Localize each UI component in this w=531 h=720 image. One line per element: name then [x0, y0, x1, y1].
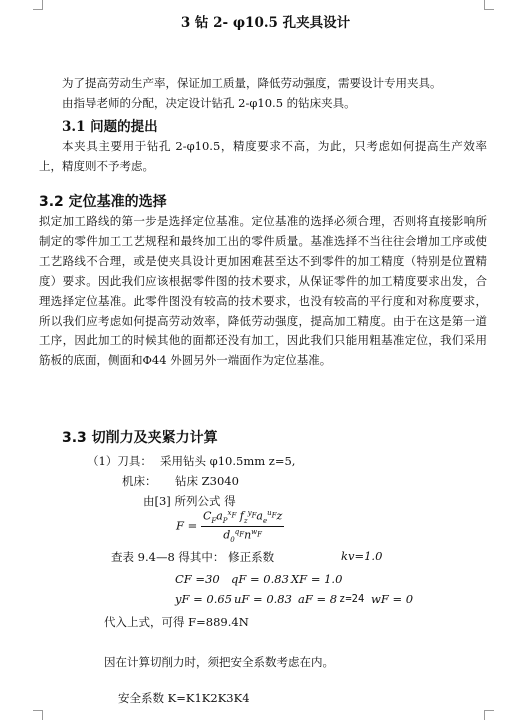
z-value: z=24: [339, 593, 365, 605]
wf-value: wF = 0: [371, 592, 414, 606]
section-3-1-heading: 3.1 问题的提出: [62, 119, 158, 135]
chapter-title: 3 钻 2- φ10.5 孔夹具设计: [180, 15, 351, 31]
safety-factor-line: 安全系数 K=K1K2K3K4: [118, 691, 250, 705]
page-corner-mark: [33, 0, 43, 10]
lookup-text: 查表 9.4—8 得其中： 修正系数: [111, 550, 275, 564]
safety-note: 因在计算切削力时，须把安全系数考虑在内。: [104, 655, 334, 669]
formula-fraction: $\frac{C_Fa_P^{x_F} f_z^{y_F}a_e^{u_F}z}{d_0^{q_F}n^{w_F}}$: [202, 509, 283, 544]
machine-label: 机床：: [122, 474, 157, 488]
cf-value: CF =30: [175, 572, 220, 586]
section-3-2-heading: 3.2 定位基准的选择: [39, 194, 167, 210]
page-corner-mark: [484, 0, 494, 10]
af-value: aF = 8: [298, 592, 338, 606]
tool-label: （1）刀具：: [87, 454, 152, 468]
formula-intro: 由[3] 所列公式 得: [143, 494, 236, 508]
qf-value: qF = 0.83: [231, 572, 289, 586]
intro-line-1: 为了提高劳动生产率，保证加工质量，降低劳动强度，需要设计专用夹具。: [62, 76, 442, 90]
yf-value: yF = 0.65: [175, 592, 233, 606]
cutting-force-formula: F = $\frac{C_Fa_P^{x_F} f_z^{y_F}a_e^{u_F}z}{d_0^{q_F}n^{w_F}}$: [176, 509, 283, 544]
tool-value: 采用钻头 φ10.5mm z=5,: [160, 454, 296, 468]
kv-value: kv=1.0: [341, 549, 383, 563]
intro-line-2: 由指导老师的分配，决定设计钻孔 2-φ10.5 的钻床夹具。: [62, 96, 356, 110]
section-3-2-text: 拟定加工路线的第一步是选择定位基准。定位基准的选择必须合理，否则将直接影响所制定的零件加工工艺规程和最终加工出的零件质量。基准选择不当往往会增加工序或使工艺路线不合理，或是使夹具设计更加困难甚至达不到零件的加工精度（特别是位置精度）要求。因此我们应该根据零件图的技术要求，从保证零件的加工精度要求出发，合理选择定位基准。此零件图没有较高的技术要求，也没有较高的平行度和对称度要求，所以我们应考虑如何提高劳动效率，降低劳动强度，提高加工精度。由于在这是第一道工序，因此加工的时候其他的面都还没有加工，因此我们只能用粗基准定位，我们采用筋板的底面，侧面和Φ44 外圆另外一端面作为定位基准。: [39, 214, 487, 368]
section-3-3-heading: 3.3 切削力及夹紧力计算: [62, 430, 218, 446]
uf-value: uF = 0.83: [234, 592, 292, 606]
machine-value: 钻床 Z3040: [175, 474, 239, 488]
xf-value: XF = 1.0: [291, 572, 343, 586]
result-line: 代入上式，可得 F=889.4N: [104, 615, 249, 629]
section-3-1-text: 本夹具主要用于钻孔 2-φ10.5，精度要求不高，为此，只考虑如何提高生产效率上，精度则不予考虑。: [39, 139, 487, 173]
